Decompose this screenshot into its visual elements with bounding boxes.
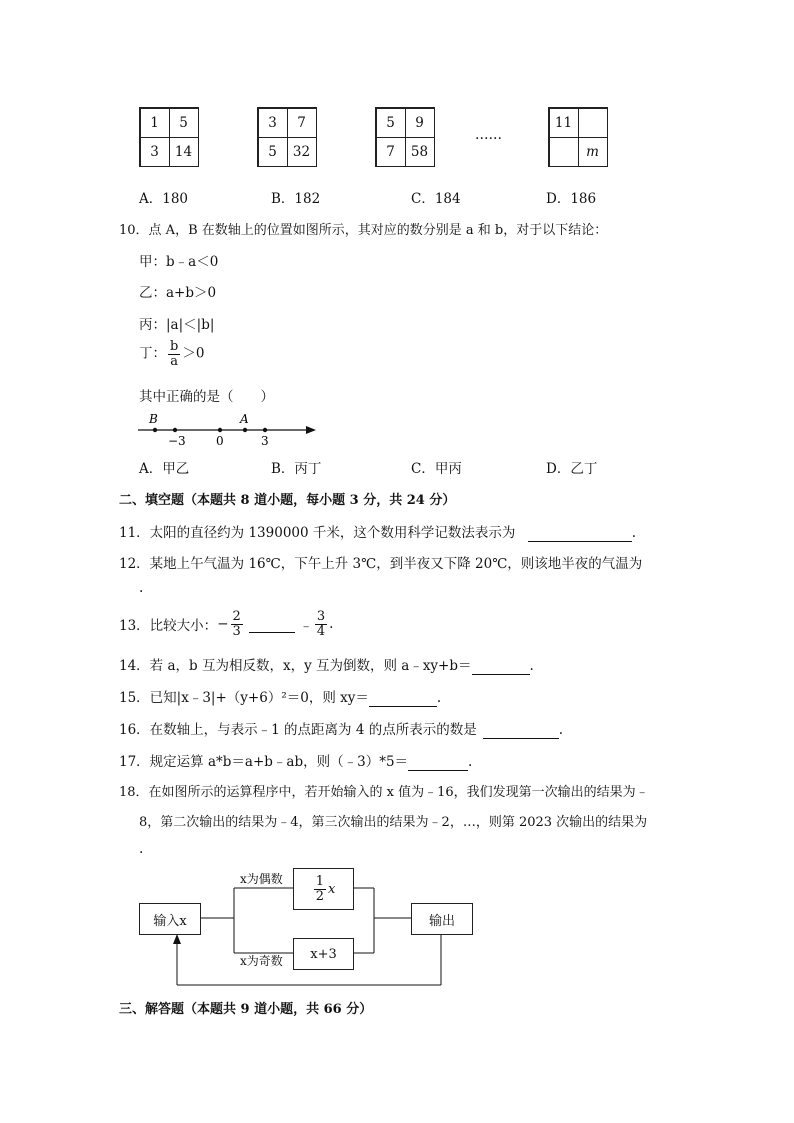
flow-half-box (293, 868, 354, 910)
flow-input-box (139, 903, 201, 935)
q18-line1: 18．在如图所示的运算程序中，若开始输入的 x 值为﹣16，我们发现第一次输出的结果为﹣ (119, 785, 649, 800)
q11-text: 11．太阳的直径约为 1390000 千米，这个数用科学记数法表示为 (119, 525, 516, 541)
q10-ding-num: b (170, 339, 179, 354)
q9-grid-cell: 5 (169, 108, 199, 138)
q14-text: 14．若 a，b 互为相反数，x，y 互为倒数，则 a﹣xy+b＝ (119, 658, 472, 674)
q10-ding-suffix: ＞0 (182, 345, 205, 362)
section-2-heading: 二、填空题（本题共 8 道小题，每小题 3 分，共 24 分） (119, 493, 456, 508)
q10-stem: 10．点 A，B 在数轴上的位置如图所示，其对应的数分别是 a 和 b，对于以下结论： (119, 223, 608, 238)
q13-f2-sign: ﹣ (299, 618, 313, 635)
q9-grid-cell: m (578, 137, 608, 167)
q15-text: 15．已知|x﹣3|+（y+6）²＝0，则 xy＝ (119, 690, 369, 706)
tick-3: 3 (261, 434, 269, 448)
q9-grid-cell: 14 (169, 137, 199, 167)
q13-end: . (329, 616, 334, 633)
q13-f2-den: 4 (316, 623, 326, 639)
flow-half-fraction (314, 875, 326, 903)
flow-output-label: 输出 (428, 913, 455, 929)
flow-input-label: 输入x (153, 913, 187, 929)
q9-grid-cell: 11 (549, 108, 579, 138)
q15-end: . (436, 690, 442, 706)
flow-plus3-box (293, 938, 354, 970)
flow-arrowhead (173, 934, 181, 944)
q10-jia: 甲：b﹣a＜0 (139, 254, 219, 270)
q9-grid-cell: 9 (405, 108, 435, 138)
label-b: B (149, 412, 158, 426)
q9-ellipsis: …… (475, 127, 502, 143)
q17-text: 17．规定运算 a*b＝a+b﹣ab，则（﹣3）*5＝ (119, 754, 409, 770)
q9-grid-cell: 1 (140, 108, 170, 138)
q16-end: . (558, 722, 564, 738)
q9-option-b: B．182 (271, 191, 321, 207)
q9-option-c: C．184 (411, 191, 461, 207)
flow-odd-label: x为奇数 (240, 954, 283, 968)
q9-grid-cell: 7 (287, 108, 317, 138)
label-a: A (240, 412, 249, 426)
q10-ding-prefix: 丁： (139, 345, 166, 362)
q10-option-a: A．甲乙 (139, 461, 190, 477)
flow-half-den: 2 (315, 888, 324, 904)
flow-plus3-label: x+3 (310, 946, 337, 962)
q9-grid-cell: 3 (258, 108, 288, 138)
q10-option-c: C．甲丙 (411, 461, 462, 477)
q12-line2: . (139, 580, 144, 596)
q10-option-b: B．丙丁 (271, 461, 322, 477)
q10-bing: 丙：|a|＜|b| (139, 317, 215, 333)
q9-grid-cell: 3 (140, 137, 170, 167)
tick-0: 0 (216, 434, 224, 448)
q12-line1: 12．某地上午气温为 16℃，下午上升 3℃，到半夜又下降 20℃，则该地半夜的气温为 (119, 556, 643, 572)
q10-ding-den: a (170, 353, 179, 369)
flow-half-var: x (327, 881, 336, 897)
q13-f1-sign: − (217, 616, 229, 633)
flow-half-num: 1 (315, 873, 324, 889)
q16-text: 16．在数轴上，与表示﹣1 的点距离为 4 的点所表示的数是 (119, 722, 477, 738)
q11-end: . (631, 525, 636, 541)
q14-end: . (529, 658, 534, 674)
q9-grid-cell: 7 (376, 137, 406, 167)
q9-grid-cell: 5 (376, 108, 406, 138)
q10-prompt: 其中正确的是（ ） (139, 389, 274, 405)
q9-grid-cell: 5 (258, 137, 288, 167)
q13-prefix: 13．比较大小： (119, 618, 218, 635)
q9-option-a: A．180 (139, 191, 189, 207)
q9-grid-cell: 32 (287, 137, 317, 167)
q18-line2: 8，第二次输出的结果为﹣4，第三次输出的结果为﹣2，…，则第 2023 次输出的结果为 (139, 815, 648, 830)
q13-f1-num: 2 (232, 609, 241, 624)
q10-option-d: D．乙丁 (546, 461, 598, 477)
flow-output-box (411, 903, 473, 935)
tick-neg3: −3 (168, 434, 186, 448)
q13-f1-den: 3 (232, 623, 241, 639)
flow-even-label: x为偶数 (240, 872, 283, 886)
q13-f2-num: 3 (316, 609, 326, 624)
q9-grid-cell: 58 (405, 137, 435, 167)
section-3-heading: 三、解答题（本题共 9 道小题，共 66 分） (119, 1002, 373, 1017)
q10-yi: 乙：a+b＞0 (139, 285, 217, 301)
q18-line3: . (139, 841, 144, 857)
q9-option-d: D．186 (546, 191, 597, 207)
q17-end: . (468, 754, 473, 770)
